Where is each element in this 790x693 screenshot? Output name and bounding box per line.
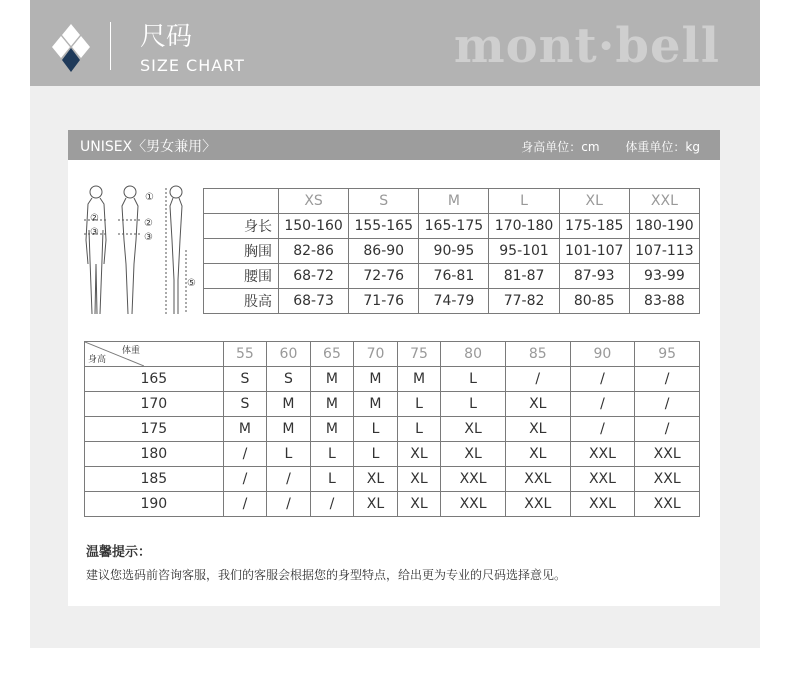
brand-logo-text: mont·bell [453, 18, 720, 74]
table-cell: 77-82 [489, 289, 559, 314]
table-cell: 150-160 [279, 214, 349, 239]
table-cell: L [354, 442, 398, 467]
body-measurement-figures [78, 180, 202, 320]
table-cell: S [267, 367, 311, 392]
table-row [204, 239, 700, 264]
table-cell: L [397, 392, 441, 417]
tips-text: 建议您选码前咨询客服，我们的客服会根据您的身型特点，给出更为专业的尺码选择意见。 [86, 568, 567, 582]
table-cell: M [310, 367, 354, 392]
table-cell: / [635, 417, 700, 442]
table-row [85, 492, 700, 517]
page-title: 尺码 [140, 22, 193, 52]
weight-header-cell: 65 [310, 342, 354, 367]
table-row [204, 289, 700, 314]
table-cell: 87-93 [559, 264, 629, 289]
table-cell: M [354, 367, 398, 392]
table-cell: L [441, 392, 506, 417]
height-weight-fit-table [84, 341, 700, 517]
size-header-cell: XL [559, 189, 629, 214]
table-cell: S [223, 392, 267, 417]
header-banner [30, 0, 760, 86]
body-measurement-table [203, 188, 700, 314]
table-cell: S [223, 367, 267, 392]
weight-header-cell: 80 [441, 342, 506, 367]
figure-label-2-side: ② [144, 218, 153, 229]
table-cell: XL [441, 417, 506, 442]
table-cell: 74-79 [419, 289, 489, 314]
table-cell: 107-113 [629, 239, 699, 264]
table-cell: 68-73 [279, 289, 349, 314]
table-cell: XL [441, 442, 506, 467]
weight-header-cell: 60 [267, 342, 311, 367]
figure-label-1: ① [145, 192, 154, 203]
table-cell: XXL [635, 467, 700, 492]
row-label: 股高 [204, 289, 279, 314]
table-cell: 76-81 [419, 264, 489, 289]
unit-labels [499, 138, 700, 155]
height-cell: 170 [85, 392, 224, 417]
table-cell: XL [397, 467, 441, 492]
table-cell: XL [505, 442, 570, 467]
figure-label-3-front: ③ [90, 227, 99, 238]
table-cell: 81-87 [489, 264, 559, 289]
table-cell: 101-107 [559, 239, 629, 264]
table-row [85, 442, 700, 467]
table-cell: 72-76 [349, 264, 419, 289]
table-cell: L [354, 417, 398, 442]
table-cell: / [223, 467, 267, 492]
table-cell: / [267, 467, 311, 492]
size-header-cell: XXL [629, 189, 699, 214]
height-unit-label: 身高单位：cm [521, 140, 600, 154]
table-cell: M [310, 417, 354, 442]
height-cell: 185 [85, 467, 224, 492]
table-row [204, 264, 700, 289]
table-cell: XL [354, 492, 398, 517]
weight-header-cell: 90 [570, 342, 635, 367]
height-cell: 165 [85, 367, 224, 392]
table-row [204, 214, 700, 239]
montbell-diamond-logo [52, 22, 90, 74]
figure-label-5: ⑤ [187, 278, 196, 289]
table-cell: XXL [570, 467, 635, 492]
table-cell: / [570, 392, 635, 417]
table-cell: 95-101 [489, 239, 559, 264]
table-cell: XXL [441, 492, 506, 517]
table-cell: 155-165 [349, 214, 419, 239]
row-label: 身长 [204, 214, 279, 239]
table-cell: 71-76 [349, 289, 419, 314]
table-cell: 68-72 [279, 264, 349, 289]
table-cell: / [223, 442, 267, 467]
table-row [85, 417, 700, 442]
table-cell: XXL [635, 492, 700, 517]
table-cell: M [397, 367, 441, 392]
table-corner [204, 189, 279, 214]
table-cell: 80-85 [559, 289, 629, 314]
table-cell: / [570, 417, 635, 442]
table-cell: / [635, 392, 700, 417]
table-cell: XXL [570, 442, 635, 467]
weight-header-cell: 55 [223, 342, 267, 367]
table-row [85, 392, 700, 417]
table-cell: XXL [505, 492, 570, 517]
height-cell: 190 [85, 492, 224, 517]
tips-title: 温馨提示： [86, 545, 152, 560]
table-cell: / [310, 492, 354, 517]
row-label: 腰围 [204, 264, 279, 289]
table-row [85, 467, 700, 492]
table-cell: 90-95 [419, 239, 489, 264]
weight-header-row [85, 342, 700, 367]
table-cell: 93-99 [629, 264, 699, 289]
unisex-bar [68, 130, 720, 160]
table-cell: M [223, 417, 267, 442]
table-cell: XL [505, 417, 570, 442]
table-cell: XL [397, 442, 441, 467]
table-cell: / [223, 492, 267, 517]
row-label: 胸围 [204, 239, 279, 264]
figure-label-3-side: ③ [144, 232, 153, 243]
table-cell: XL [505, 392, 570, 417]
table-cell: M [310, 392, 354, 417]
table-cell: XL [354, 467, 398, 492]
table-cell: L [441, 367, 506, 392]
height-cell: 175 [85, 417, 224, 442]
size-header-cell: XS [279, 189, 349, 214]
page-subtitle: SIZE CHART [140, 56, 245, 75]
figure-label-2-front: ② [90, 213, 99, 224]
table-cell: 86-90 [349, 239, 419, 264]
table-cell: XXL [570, 492, 635, 517]
table-cell: XXL [441, 467, 506, 492]
table-cell: M [267, 392, 311, 417]
weight-header-cell: 95 [635, 342, 700, 367]
table-cell: M [354, 392, 398, 417]
table-cell: 82-86 [279, 239, 349, 264]
unisex-title: UNISEX〈男女兼用〉 [80, 139, 217, 155]
table-cell: / [505, 367, 570, 392]
table-row [85, 367, 700, 392]
size-header-cell: M [419, 189, 489, 214]
table-cell: 165-175 [419, 214, 489, 239]
weight-header-cell: 70 [354, 342, 398, 367]
table-cell: XXL [505, 467, 570, 492]
height-cell: 180 [85, 442, 224, 467]
table-cell: / [570, 367, 635, 392]
table-cell: L [267, 442, 311, 467]
header-divider [110, 22, 111, 70]
corner-weight-label: 体重 [121, 346, 140, 356]
size-header-cell: S [349, 189, 419, 214]
table-cell: 83-88 [629, 289, 699, 314]
table-cell: L [310, 467, 354, 492]
table-cell: M [267, 417, 311, 442]
table-cell: L [310, 442, 354, 467]
size-header-cell: L [489, 189, 559, 214]
table-cell: / [635, 367, 700, 392]
table-cell: 180-190 [629, 214, 699, 239]
table-cell: 175-185 [559, 214, 629, 239]
weight-unit-label: 体重单位：kg [625, 140, 700, 154]
weight-header-cell: 75 [397, 342, 441, 367]
table-cell: 170-180 [489, 214, 559, 239]
table-cell: L [397, 417, 441, 442]
table-cell: XXL [635, 442, 700, 467]
weight-header-cell: 85 [505, 342, 570, 367]
table-cell: / [267, 492, 311, 517]
table-corner [85, 342, 224, 367]
corner-height-label: 身高 [88, 355, 107, 365]
size-header-row [204, 189, 700, 214]
table-cell: XL [397, 492, 441, 517]
